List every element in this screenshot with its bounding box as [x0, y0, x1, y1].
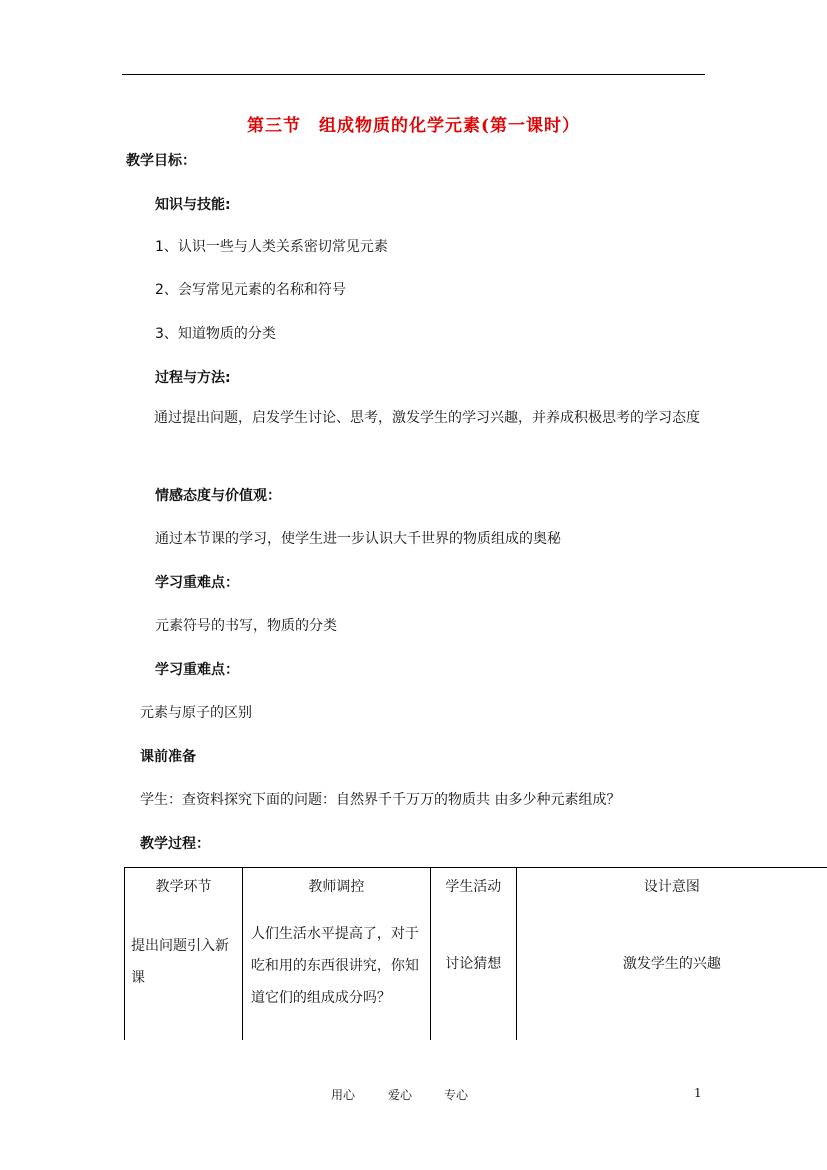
- table-header-cell: 教师调控: [242, 868, 430, 915]
- table-cell-text: 激发学生的兴趣: [622, 956, 721, 972]
- table-header-row: [125, 868, 827, 915]
- knowledge-item-2: 2、会写常见元素的名称和符号: [155, 282, 346, 298]
- process-method-heading: 过程与方法:: [155, 370, 231, 386]
- lesson-title: 第三节 组成物质的化学元素(第一课时）: [246, 116, 581, 136]
- process-method-text: 通过提出问题，启发学生讨论、思考，激发学生的学习兴趣，并养成积极思考的学习态度: [154, 410, 700, 426]
- key-points-heading: 学习重难点：: [155, 575, 239, 591]
- table-header-cell: 设计意图: [516, 868, 827, 915]
- table-cell-text: 讨论猜想: [445, 956, 502, 972]
- emotion-text: 通过本节课的学习，使学生进一步认识大千世界的物质组成的奥秘: [155, 531, 561, 547]
- table-cell-intent: [516, 914, 827, 1040]
- table-cell-stage: [125, 914, 243, 1040]
- emotion-heading: 情感态度与价值观：: [155, 488, 281, 504]
- table-cell-text: 人们生活水平提高了，对于吃和用的东西很讲究，你知道它们的组成成分吗？: [250, 926, 419, 1006]
- knowledge-item-3: 3、知道物质的分类: [155, 326, 276, 342]
- difficulty-heading: 学习重难点：: [155, 662, 239, 678]
- table-row: [125, 914, 827, 1040]
- table-header-cell: 学生活动: [430, 868, 516, 915]
- prep-heading: 课前准备: [140, 749, 196, 765]
- table-cell-student: [430, 914, 516, 1040]
- teaching-process-heading: 教学过程：: [140, 836, 210, 852]
- table-cell-text: 提出问题引入新课: [131, 938, 229, 986]
- objectives-heading: 教学目标：: [126, 153, 196, 169]
- table-cell-teacher: [242, 914, 430, 1040]
- key-points-text: 元素符号的书写，物质的分类: [155, 618, 337, 634]
- header-rule: [122, 74, 705, 75]
- knowledge-heading: 知识与技能:: [155, 197, 231, 213]
- table-header-cell: 教学环节: [125, 868, 243, 915]
- teaching-process-table: [124, 867, 827, 1040]
- difficulty-text: 元素与原子的区别: [140, 705, 252, 721]
- footer-text-2: 爱心: [388, 1088, 413, 1102]
- knowledge-item-1: 1、认识一些与人类关系密切常见元素: [155, 239, 388, 255]
- prep-text: 学生：查资料探究下面的问题：自然界千千万万的物质共 由多少种元素组成？: [140, 792, 621, 808]
- footer-text-1: 用心: [331, 1088, 356, 1102]
- page-number: 1: [694, 1086, 702, 1100]
- footer-text-3: 专心: [444, 1088, 469, 1102]
